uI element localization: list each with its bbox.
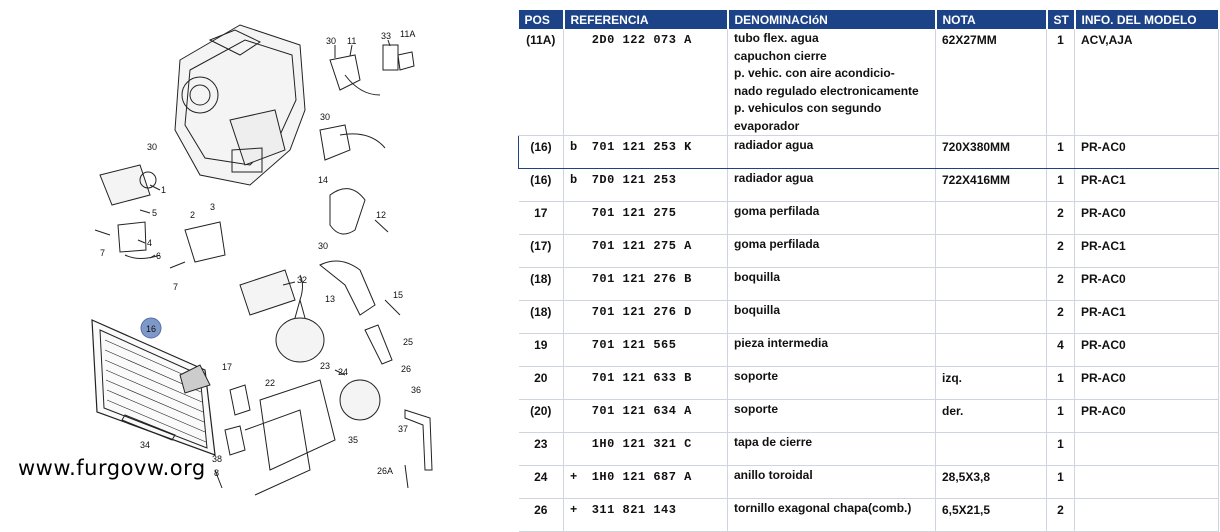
table-row[interactable] (519, 268, 1219, 301)
cell-den: radiador agua (728, 136, 936, 169)
cell-info: PR-AC0 (1075, 268, 1219, 301)
cell-nota (936, 334, 1047, 367)
cell-pos: 20 (519, 367, 564, 400)
exploded-view-drawing (0, 0, 515, 498)
cell-nota (936, 433, 1047, 466)
ref-value: 1H0 121 687 A (591, 470, 692, 484)
cell-nota: 6,5X21,5 (936, 499, 1047, 532)
ref-value: 311 821 143 (591, 503, 677, 517)
cell-st: 1 (1047, 400, 1075, 433)
ref-value: 701 121 276 D (591, 305, 692, 319)
callout-label: 11 (347, 36, 357, 46)
parts-table-container (518, 10, 1200, 517)
cell-ref (564, 400, 728, 433)
callout-label: 7 (100, 248, 106, 258)
callout-label: 8 (214, 468, 220, 478)
callout-label: 24 (338, 367, 349, 377)
cell-ref (564, 499, 728, 532)
table-row[interactable] (519, 400, 1219, 433)
callout-label: 14 (318, 175, 329, 185)
cell-info: PR-AC0 (1075, 367, 1219, 400)
cell-nota: 28,5X3,8 (936, 466, 1047, 499)
callout-label: 25 (403, 337, 414, 347)
cell-den: soporte (728, 367, 936, 400)
cell-pos: 26 (519, 499, 564, 532)
table-row[interactable] (519, 367, 1219, 400)
cell-st: 2 (1047, 202, 1075, 235)
callout-label: 13 (325, 294, 336, 304)
callout-label: 4 (147, 238, 153, 248)
callout-label: 38 (212, 454, 223, 464)
column-header-st[interactable]: ST (1047, 10, 1075, 29)
callout-label: 11A (400, 29, 416, 39)
cell-ref (564, 169, 728, 202)
column-header-pos[interactable]: POS (519, 10, 564, 29)
cell-nota: 62X27MM (936, 29, 1047, 136)
cell-ref (564, 334, 728, 367)
cell-ref (564, 268, 728, 301)
cell-den: anillo toroidal (728, 466, 936, 499)
cell-den: soporte (728, 400, 936, 433)
callout-label: 7 (173, 282, 179, 292)
ref-value: 701 121 276 B (591, 272, 692, 286)
ref-value: 701 121 275 (591, 206, 677, 220)
callout-label: 1 (161, 185, 167, 195)
cell-pos: (11A) (519, 29, 564, 136)
cell-info: PR-AC0 (1075, 400, 1219, 433)
cell-den: pieza intermedia (728, 334, 936, 367)
callout-label: 32 (297, 275, 308, 285)
cell-pos: (17) (519, 235, 564, 268)
cell-st: 1 (1047, 367, 1075, 400)
table-row[interactable] (519, 334, 1219, 367)
cell-nota: izq. (936, 367, 1047, 400)
cell-ref (564, 136, 728, 169)
table-row[interactable] (519, 466, 1219, 499)
cell-pos: 17 (519, 202, 564, 235)
callout-label: 12 (376, 210, 387, 220)
table-body (519, 29, 1219, 532)
cell-info (1075, 466, 1219, 499)
cell-st: 4 (1047, 334, 1075, 367)
cell-den: tapa de cierre (728, 433, 936, 466)
ref-value: 701 121 634 A (591, 404, 692, 418)
ref-value: 701 121 275 A (591, 239, 692, 253)
cell-st: 2 (1047, 268, 1075, 301)
callout-label: 34 (140, 440, 151, 450)
cell-info (1075, 499, 1219, 532)
cell-den: goma perfilada (728, 235, 936, 268)
cell-den: goma perfilada (728, 202, 936, 235)
table-row[interactable] (519, 499, 1219, 532)
column-header-den[interactable]: DENOMINACIóN (728, 10, 936, 29)
column-header-info[interactable]: INFO. DEL MODELO (1075, 10, 1219, 29)
cell-pos: (20) (519, 400, 564, 433)
cell-info: PR-AC1 (1075, 235, 1219, 268)
table-row[interactable] (519, 136, 1219, 169)
callout-label: 37 (398, 424, 409, 434)
cell-ref (564, 466, 728, 499)
table-row[interactable] (519, 235, 1219, 268)
cell-st: 1 (1047, 29, 1075, 136)
cell-pos: (18) (519, 301, 564, 334)
table-row[interactable] (519, 301, 1219, 334)
cell-st: 2 (1047, 499, 1075, 532)
cell-nota (936, 268, 1047, 301)
table-row[interactable] (519, 169, 1219, 202)
cell-den: radiador agua (728, 169, 936, 202)
watermark-text: www.furgovw.org (18, 456, 206, 480)
cell-st: 1 (1047, 433, 1075, 466)
cell-info: PR-AC1 (1075, 301, 1219, 334)
table-row[interactable] (519, 29, 1219, 136)
ref-marker: + (570, 503, 578, 517)
cell-ref (564, 235, 728, 268)
table-row[interactable] (519, 433, 1219, 466)
highlight-label: 16 (146, 324, 157, 334)
cell-nota: der. (936, 400, 1047, 433)
cell-nota: 722X416MM (936, 169, 1047, 202)
cell-ref (564, 202, 728, 235)
cell-pos: (16) (519, 136, 564, 169)
cell-pos: 19 (519, 334, 564, 367)
ref-marker: b (570, 140, 578, 154)
cell-pos: 23 (519, 433, 564, 466)
callout-label: 30 (318, 241, 329, 251)
callout-label: 36 (411, 385, 422, 395)
callout-label: 23 (320, 361, 331, 371)
cell-ref (564, 301, 728, 334)
ref-marker: + (570, 470, 578, 484)
cell-info: ACV,AJA (1075, 29, 1219, 136)
cell-den: boquilla (728, 301, 936, 334)
callout-label: 35 (348, 435, 359, 445)
cell-info: PR-AC0 (1075, 202, 1219, 235)
cell-st: 2 (1047, 235, 1075, 268)
callout-label: 22 (265, 378, 276, 388)
cell-ref (564, 433, 728, 466)
cell-nota (936, 301, 1047, 334)
callout-label: 17 (222, 362, 233, 372)
cell-info: PR-AC0 (1075, 136, 1219, 169)
callout-label: 30 (326, 36, 337, 46)
callout-label: 2 (190, 210, 196, 220)
cell-st: 1 (1047, 136, 1075, 169)
ref-marker: b (570, 173, 578, 187)
parts-table (518, 10, 1220, 532)
cell-st: 1 (1047, 466, 1075, 499)
cell-info: PR-AC0 (1075, 334, 1219, 367)
ref-value: 1H0 121 321 C (591, 437, 692, 451)
cell-pos: 24 (519, 466, 564, 499)
column-header-ref[interactable]: REFERENCIA (564, 10, 728, 29)
cell-den: tubo flex. agua capuchon cierre p. vehic. con aire acondicio- nado regulado electronicamente p. vehiculos con segundo evaporador (728, 29, 936, 136)
callout-label: 15 (393, 290, 404, 300)
table-header-row (519, 10, 1219, 29)
callout-label: 26A (377, 466, 394, 476)
callout-label: 5 (152, 208, 158, 218)
callout-label: 3 (210, 202, 216, 212)
callout-label: 33 (381, 31, 392, 41)
ref-value: 7D0 121 253 (591, 173, 677, 187)
callout-label: 30 (147, 142, 158, 152)
table-row[interactable] (519, 202, 1219, 235)
cell-ref (564, 367, 728, 400)
cell-nota (936, 235, 1047, 268)
cell-den: tornillo exagonal chapa(comb.) (728, 499, 936, 532)
callout-label: 30 (320, 112, 331, 122)
ref-value: 701 121 253 K (591, 140, 692, 154)
ref-value: 2D0 122 073 A (591, 33, 692, 47)
cell-st: 2 (1047, 301, 1075, 334)
callout-label: 26 (401, 364, 412, 374)
ref-value: 701 121 565 (591, 338, 677, 352)
column-header-nota[interactable]: NOTA (936, 10, 1047, 29)
ref-value: 701 121 633 B (591, 371, 692, 385)
cell-den: boquilla (728, 268, 936, 301)
cell-nota (936, 202, 1047, 235)
cell-st: 1 (1047, 169, 1075, 202)
cell-pos: (18) (519, 268, 564, 301)
cell-pos: (16) (519, 169, 564, 202)
parts-diagram (0, 0, 515, 498)
callout-label: 6 (156, 251, 162, 261)
cell-nota: 720X380MM (936, 136, 1047, 169)
cell-info: PR-AC1 (1075, 169, 1219, 202)
cell-info (1075, 433, 1219, 466)
cell-ref (564, 29, 728, 136)
